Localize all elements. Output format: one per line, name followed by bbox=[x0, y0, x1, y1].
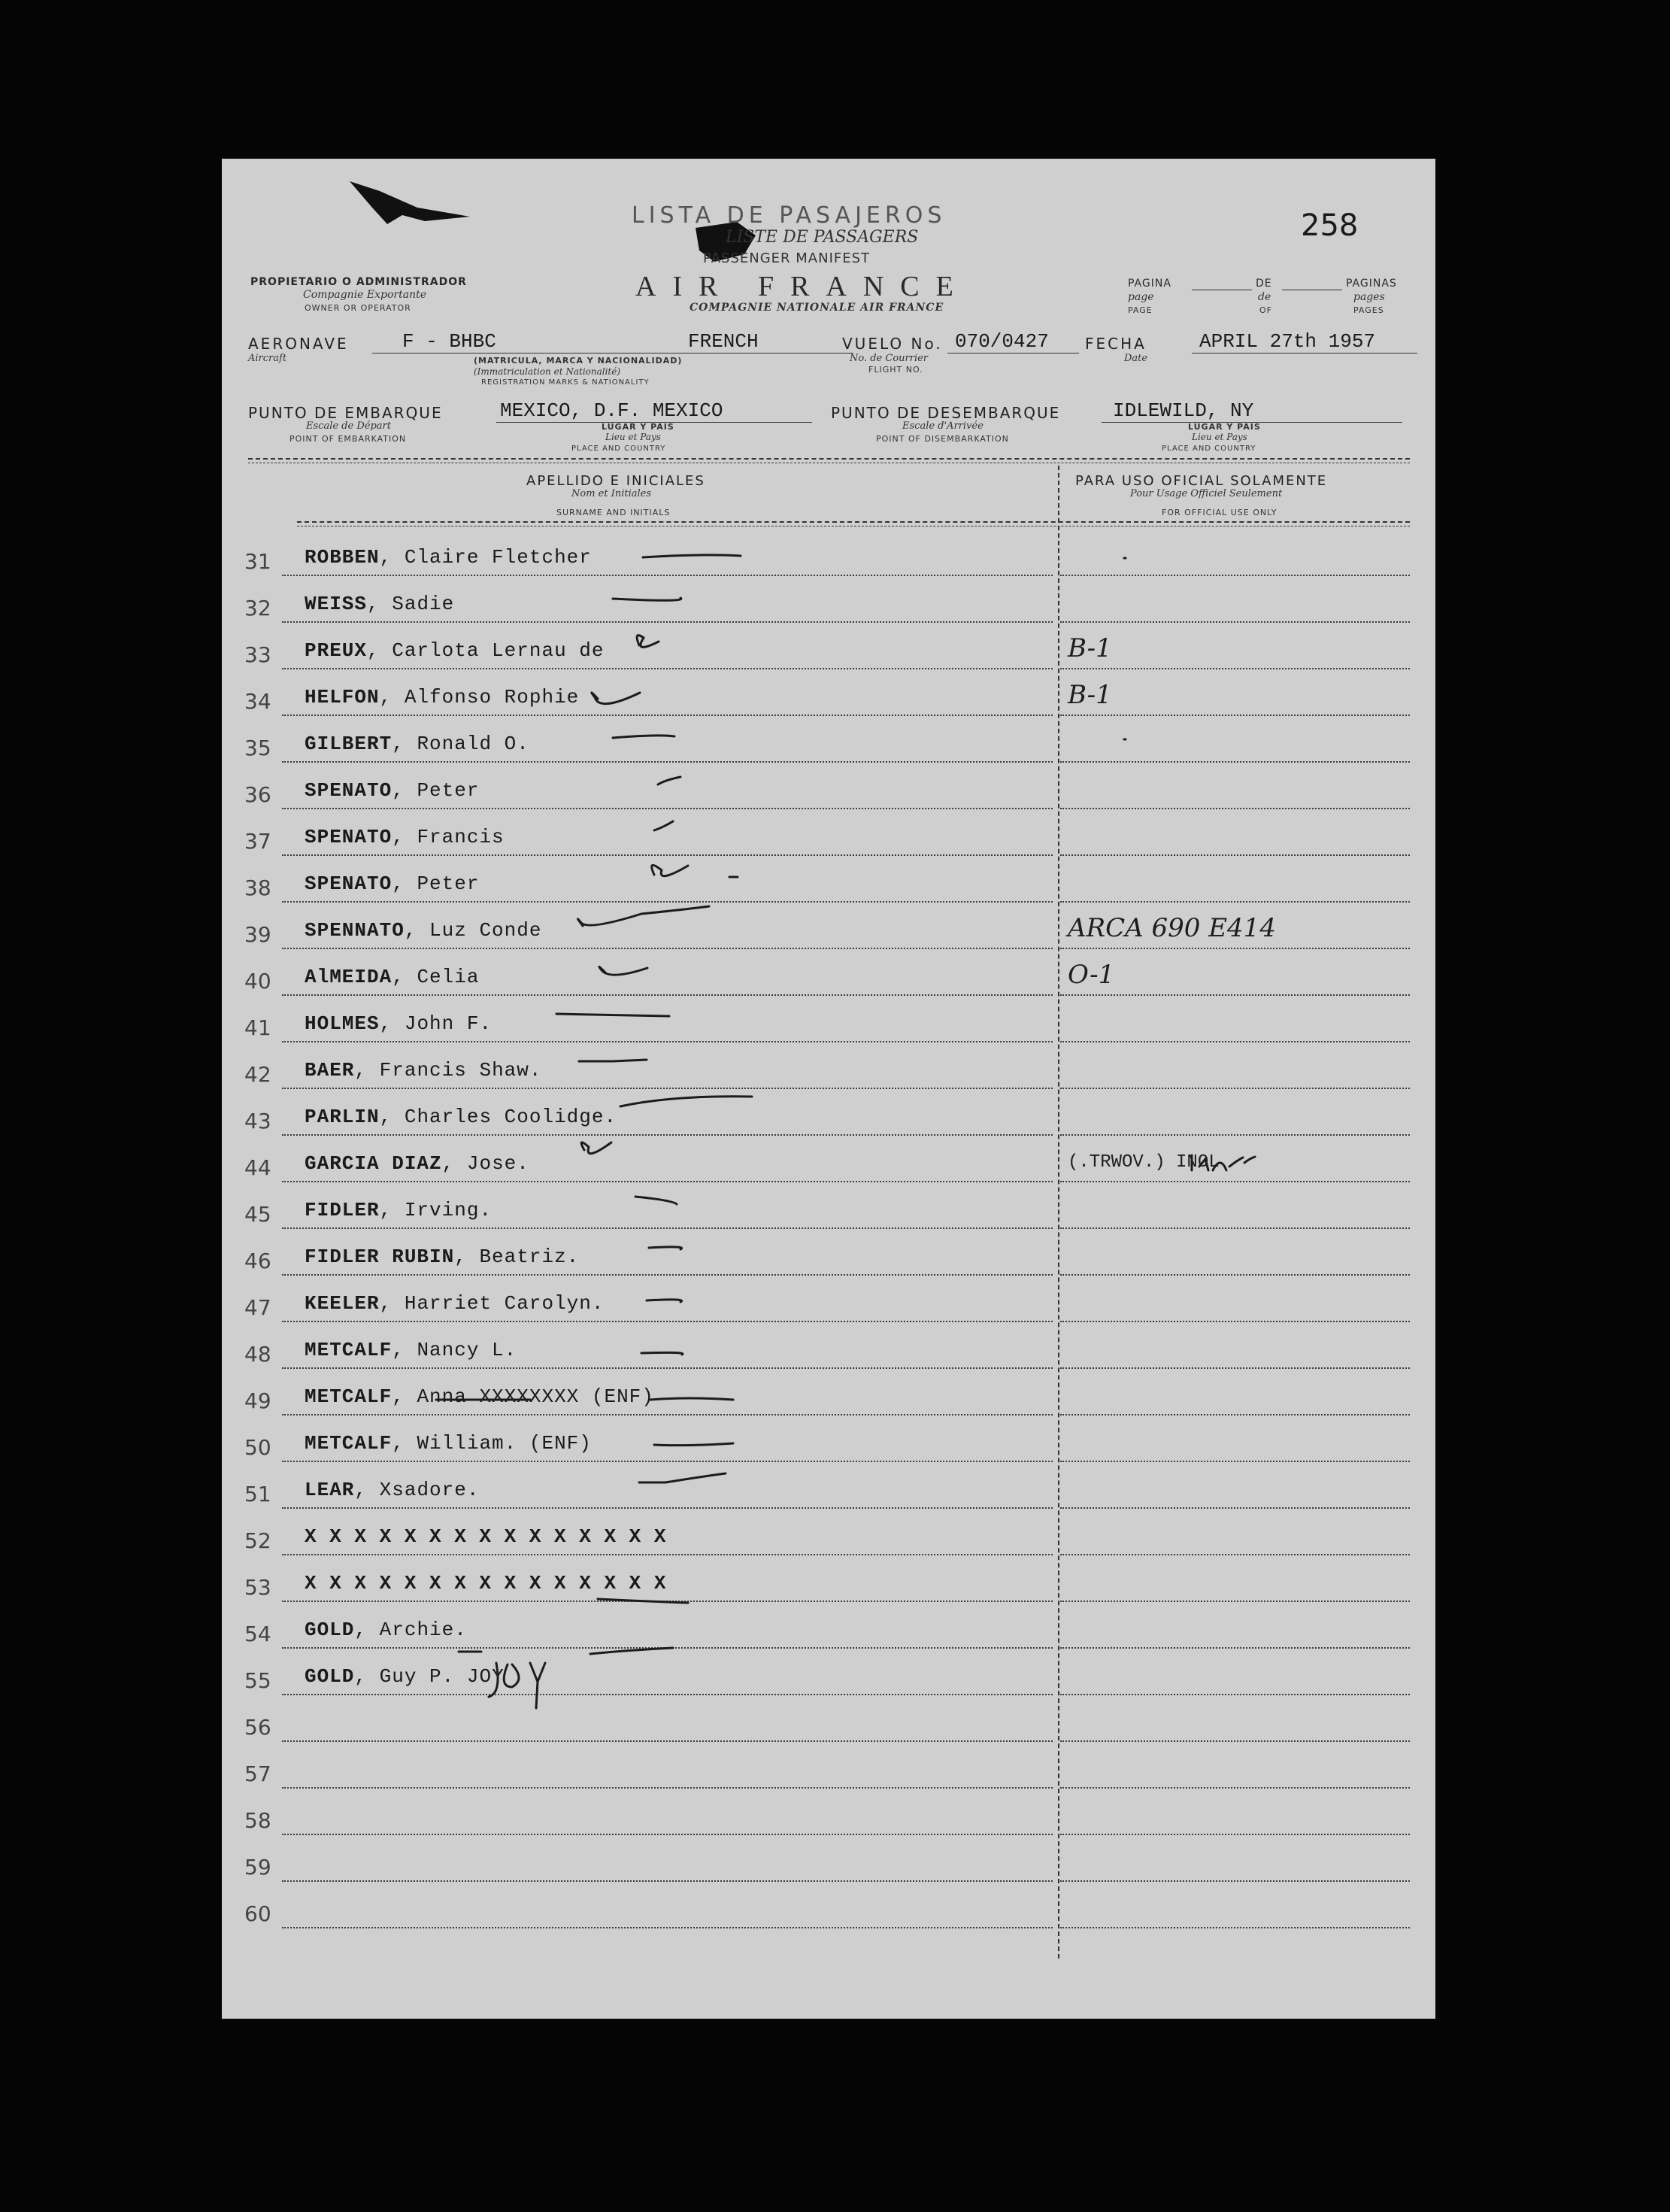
passenger-surname: GILBERT bbox=[305, 733, 392, 755]
row-number: 35 bbox=[244, 736, 271, 760]
passenger-given-names: Francis bbox=[417, 826, 505, 848]
row-number: 46 bbox=[244, 1249, 271, 1273]
passenger-surname: METCALF bbox=[305, 1432, 392, 1455]
passenger-surname: KEELER bbox=[305, 1292, 380, 1315]
row-number: 38 bbox=[244, 875, 271, 900]
official-note: O-1 bbox=[1068, 960, 1115, 990]
row-number: 53 bbox=[244, 1575, 271, 1600]
date-label-fr: Date bbox=[1124, 353, 1148, 364]
row-number: 57 bbox=[244, 1761, 271, 1786]
row-number: 56 bbox=[244, 1715, 271, 1740]
row-number: 41 bbox=[244, 1015, 271, 1040]
manifest-title-fr: LISTE DE PASSAGERS bbox=[726, 228, 919, 247]
disembark-sub-2: POINT OF DISEMBARKATION bbox=[876, 434, 1009, 444]
row-number: 32 bbox=[244, 596, 271, 621]
name-separator: , bbox=[392, 779, 417, 802]
passenger-surname: AlMEIDA bbox=[305, 966, 392, 988]
passenger-surname: GARCIA DIAZ bbox=[305, 1152, 442, 1175]
name-separator: , bbox=[441, 1152, 467, 1175]
passenger-given-names: Peter bbox=[417, 872, 480, 895]
name-separator: , bbox=[392, 1385, 417, 1408]
row-number: 42 bbox=[244, 1062, 271, 1087]
embark-sub-2: POINT OF EMBARKATION bbox=[289, 434, 407, 444]
passenger-surname: SPENATO bbox=[305, 779, 392, 802]
row-number: 40 bbox=[244, 969, 271, 994]
flight-sub-1: No. de Courrier bbox=[850, 353, 929, 364]
name-separator: , bbox=[354, 1619, 380, 1641]
passenger-surname: ROBBEN bbox=[305, 546, 380, 569]
passenger-surname: SPENATO bbox=[305, 872, 392, 895]
row-number: 39 bbox=[244, 922, 271, 947]
name-separator: , bbox=[354, 1059, 380, 1082]
carrier-name: AIR FRANCE bbox=[635, 271, 970, 302]
embark-sub-1: Escale de Départ bbox=[306, 420, 391, 432]
passenger-given-names: Sadie bbox=[392, 593, 455, 615]
passenger-surname: GOLD bbox=[305, 1619, 355, 1641]
disembark-value: IDLEWILD, NY bbox=[1113, 399, 1254, 422]
passenger-surname: METCALF bbox=[305, 1385, 392, 1408]
date-value: APRIL 27th 1957 bbox=[1199, 330, 1376, 353]
name-separator: , bbox=[392, 1432, 417, 1455]
passenger-given-names: Xsadore. bbox=[379, 1479, 480, 1501]
row-number: 59 bbox=[244, 1855, 271, 1880]
passenger-given-names: Carlota Lernau de bbox=[392, 639, 605, 662]
passenger-given-names: Luz Conde bbox=[429, 919, 542, 942]
pagina-label: PAGINA bbox=[1128, 278, 1171, 290]
row-number: 33 bbox=[244, 642, 271, 667]
owner-label-fr: Compagnie Exportante bbox=[303, 289, 427, 301]
name-separator: , bbox=[379, 1012, 405, 1035]
passenger-surname: SPENNATO bbox=[305, 919, 405, 942]
embark-place-1: LUGAR Y PAIS bbox=[602, 422, 674, 432]
col-names-header-en: SURNAME AND INITIALS bbox=[556, 508, 671, 517]
disembark-place-1: LUGAR Y PAIS bbox=[1188, 422, 1261, 432]
official-note: B-1 bbox=[1068, 680, 1112, 710]
name-separator: , bbox=[379, 546, 405, 569]
handwritten-marks bbox=[222, 159, 1435, 2019]
name-separator: , bbox=[379, 1292, 405, 1315]
paginas-label: PAGINAS bbox=[1346, 278, 1397, 290]
name-separator: , bbox=[379, 1106, 405, 1128]
row-number: 49 bbox=[244, 1388, 271, 1413]
flight-label: VUELO No. bbox=[842, 335, 943, 353]
owner-label-en: OWNER OR OPERATOR bbox=[305, 303, 411, 313]
passenger-surname: BAER bbox=[305, 1059, 355, 1082]
passenger-given-names: Jose. bbox=[466, 1152, 529, 1175]
passenger-surname: PREUX bbox=[305, 639, 368, 662]
passenger-given-names: William. (ENF) bbox=[417, 1432, 592, 1455]
passenger-surname: FIDLER RUBIN bbox=[305, 1246, 455, 1268]
passenger-surname: SPENATO bbox=[305, 826, 392, 848]
official-note: B-1 bbox=[1068, 633, 1112, 663]
aircraft-nationality: FRENCH bbox=[688, 330, 759, 353]
name-separator: , bbox=[392, 872, 417, 895]
passenger-surname: METCALF bbox=[305, 1339, 392, 1361]
passenger-given-names: Peter bbox=[417, 779, 480, 802]
passenger-surname: HOLMES bbox=[305, 1012, 380, 1035]
passenger-surname: X X X X X X X X X X X X X X X bbox=[305, 1525, 667, 1548]
name-separator: , bbox=[354, 1665, 380, 1688]
embark-value: MEXICO, D.F. MEXICO bbox=[500, 399, 723, 422]
row-number: 58 bbox=[244, 1808, 271, 1833]
official-note: ARCA 690 E414 bbox=[1068, 913, 1276, 943]
passenger-given-names: Charles Coolidge. bbox=[404, 1106, 617, 1128]
official-note: (.TRWOV.) INOL bbox=[1068, 1152, 1220, 1173]
row-number: 54 bbox=[244, 1622, 271, 1646]
row-number: 50 bbox=[244, 1435, 271, 1460]
de-fr-label: de bbox=[1258, 291, 1271, 303]
flight-sub-2: FLIGHT NO. bbox=[868, 365, 923, 375]
col-names-header-fr: Nom et Initiales bbox=[571, 488, 652, 499]
pages-fr-label: pages bbox=[1353, 291, 1385, 303]
name-separator: , bbox=[379, 686, 405, 709]
passenger-given-names: Anna XXXXXXXX (ENF) bbox=[417, 1385, 654, 1408]
passenger-given-names: Alfonso Rophie bbox=[404, 686, 580, 709]
passenger-given-names: Nancy L. bbox=[417, 1339, 517, 1361]
passenger-given-names: Francis Shaw. bbox=[379, 1059, 542, 1082]
row-number: 37 bbox=[244, 829, 271, 854]
name-separator: , bbox=[367, 639, 392, 662]
col-names-header: APELLIDO E INICIALES bbox=[526, 473, 705, 489]
name-separator: , bbox=[404, 919, 430, 942]
name-separator: , bbox=[392, 966, 417, 988]
name-separator: , bbox=[392, 733, 417, 755]
passenger-given-names: Beatriz. bbox=[479, 1246, 580, 1268]
of-en-label: OF bbox=[1259, 305, 1272, 315]
aircraft-label-fr: Aircraft bbox=[248, 353, 287, 364]
date-label: FECHA bbox=[1085, 335, 1147, 353]
manifest-title: LISTA DE PASAJEROS bbox=[632, 202, 947, 229]
passenger-surname: FIDLER bbox=[305, 1199, 380, 1221]
name-separator: , bbox=[379, 1199, 405, 1221]
aircraft-sub-1: (MATRICULA, MARCA Y NACIONALIDAD) bbox=[474, 356, 683, 366]
de-label: DE bbox=[1256, 278, 1272, 290]
disembark-label: PUNTO DE DESEMBARQUE bbox=[831, 404, 1061, 422]
passenger-surname: WEISS bbox=[305, 593, 368, 615]
passenger-given-names: Archie. bbox=[379, 1619, 467, 1641]
flight-number: 070/0427 bbox=[955, 330, 1049, 353]
passenger-surname: X X X X X X X X X X X X X X X bbox=[305, 1572, 667, 1595]
pages-en-label: PAGES bbox=[1353, 305, 1384, 315]
row-number: 60 bbox=[244, 1901, 271, 1926]
name-separator: , bbox=[392, 1339, 417, 1361]
name-separator: , bbox=[454, 1246, 480, 1268]
aircraft-sub-2: (Immatriculation et Nationalité) bbox=[474, 366, 621, 377]
passenger-given-names: Claire Fletcher bbox=[404, 546, 592, 569]
row-number: 43 bbox=[244, 1109, 271, 1133]
col-official-header: PARA USO OFICIAL SOLAMENTE bbox=[1075, 473, 1328, 489]
row-number: 47 bbox=[244, 1295, 271, 1320]
page-fr-label: page bbox=[1128, 291, 1154, 303]
row-number: 45 bbox=[244, 1202, 271, 1227]
row-number: 51 bbox=[244, 1482, 271, 1507]
disembark-place-2: Lieu et Pays bbox=[1192, 432, 1247, 442]
manifest-title-en: PASSENGER MANIFEST bbox=[703, 250, 871, 266]
passenger-given-names: Harriet Carolyn. bbox=[404, 1292, 605, 1315]
manifest-sheet bbox=[222, 159, 1435, 2019]
carrier-sub: COMPAGNIE NATIONALE AIR FRANCE bbox=[690, 302, 944, 314]
row-number: 52 bbox=[244, 1528, 271, 1553]
page-number: 258 bbox=[1301, 208, 1359, 243]
passenger-given-names: John F. bbox=[404, 1012, 493, 1035]
aircraft-label: AERONAVE bbox=[248, 335, 349, 353]
row-number: 34 bbox=[244, 689, 271, 714]
row-number: 31 bbox=[244, 549, 271, 574]
row-number: 55 bbox=[244, 1668, 271, 1693]
row-number: 36 bbox=[244, 782, 271, 807]
embark-label: PUNTO DE EMBARQUE bbox=[248, 404, 443, 422]
col-official-header-fr: Pour Usage Officiel Seulement bbox=[1130, 488, 1283, 499]
passenger-given-names: Ronald O. bbox=[417, 733, 529, 755]
passenger-given-names: Guy P. JOY bbox=[379, 1665, 505, 1688]
aircraft-registration: F - BHBC bbox=[402, 330, 496, 353]
row-number: 44 bbox=[244, 1155, 271, 1180]
col-official-header-en: FOR OFFICIAL USE ONLY bbox=[1162, 508, 1278, 517]
disembark-sub-1: Escale d'Arrivée bbox=[902, 420, 984, 432]
row-number: 48 bbox=[244, 1342, 271, 1367]
disembark-place-3: PLACE AND COUNTRY bbox=[1162, 445, 1256, 453]
aircraft-sub-3: REGISTRATION MARKS & NATIONALITY bbox=[481, 378, 650, 387]
name-separator: , bbox=[367, 593, 392, 615]
page-en-label: PAGE bbox=[1128, 305, 1153, 315]
name-separator: , bbox=[392, 826, 417, 848]
owner-label: PROPIETARIO O ADMINISTRADOR bbox=[250, 276, 467, 288]
passenger-given-names: Celia bbox=[417, 966, 480, 988]
passenger-surname: HELFON bbox=[305, 686, 380, 709]
embark-place-3: PLACE AND COUNTRY bbox=[571, 445, 666, 453]
passenger-surname: PARLIN bbox=[305, 1106, 380, 1128]
embark-place-2: Lieu et Pays bbox=[605, 432, 661, 442]
name-separator: , bbox=[354, 1479, 380, 1501]
passenger-surname: GOLD bbox=[305, 1665, 355, 1688]
passenger-given-names: Irving. bbox=[404, 1199, 493, 1221]
passenger-surname: LEAR bbox=[305, 1479, 355, 1501]
